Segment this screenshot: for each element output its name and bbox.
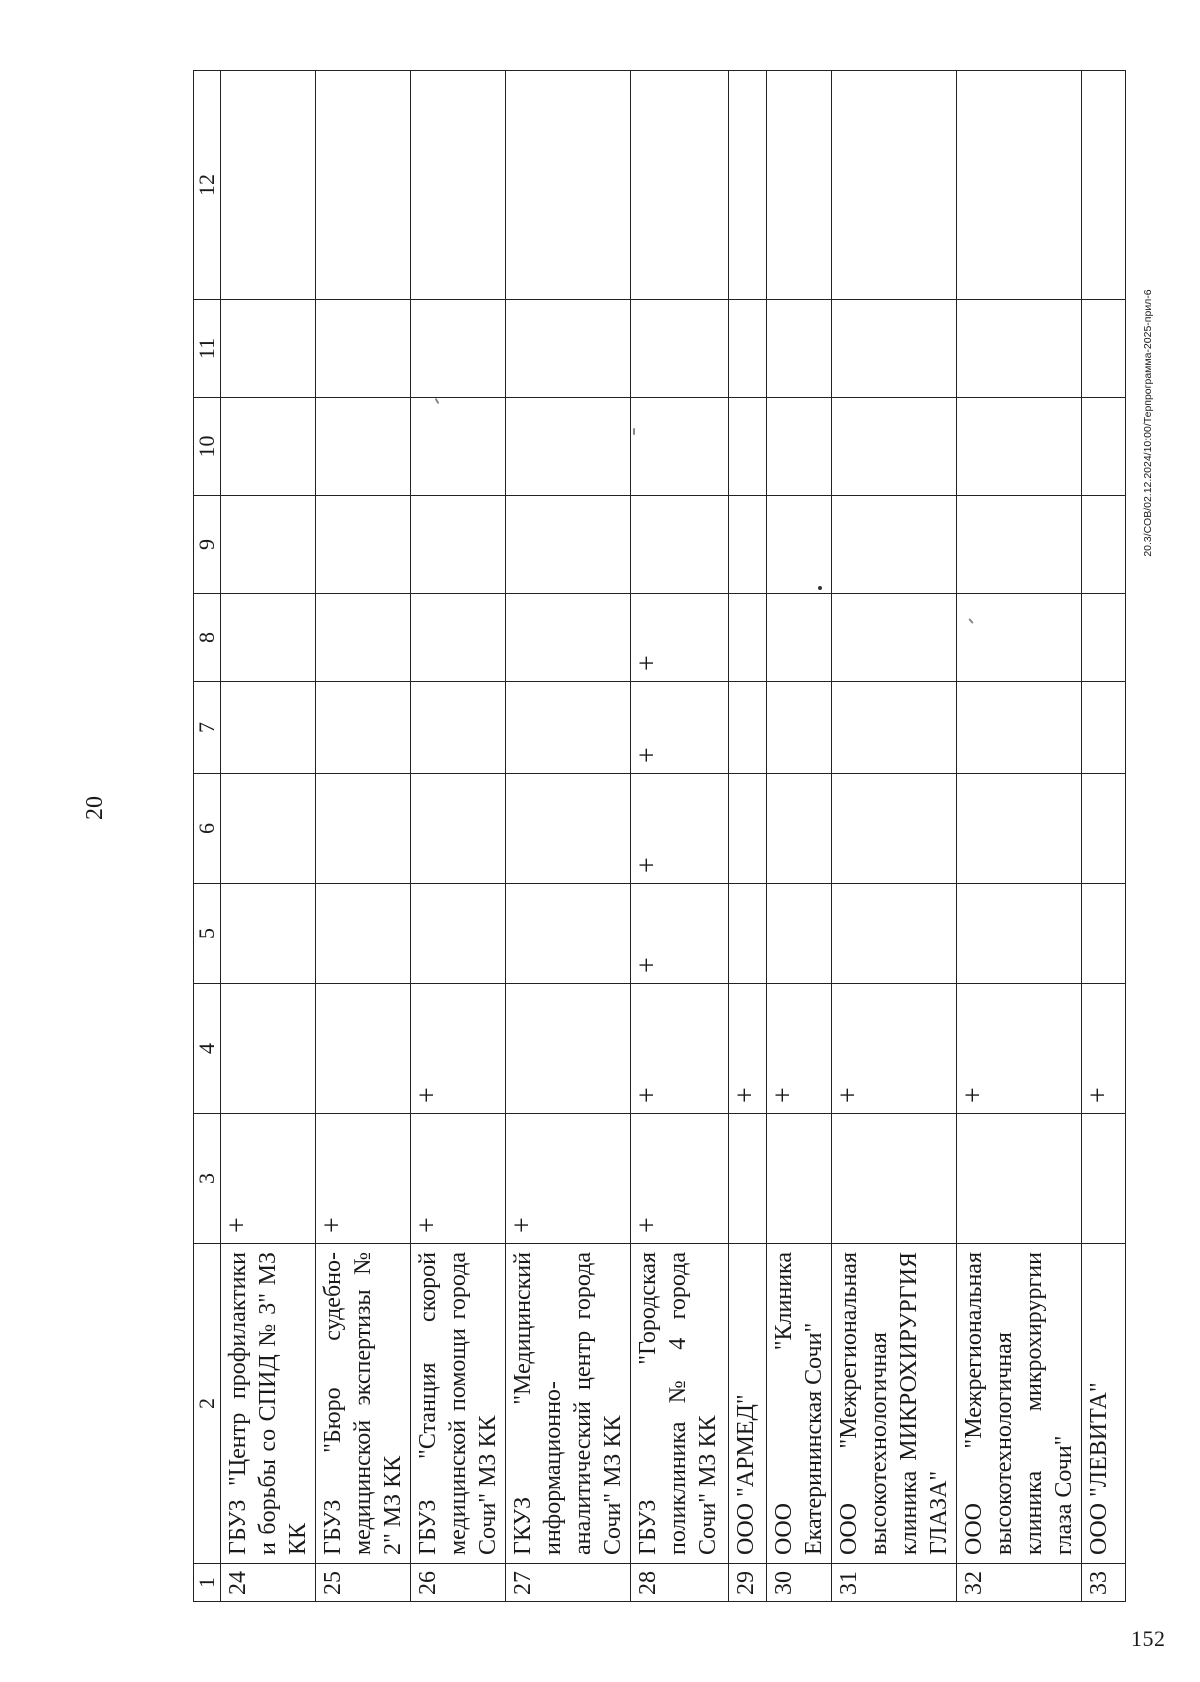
cell-col-12 [316, 71, 411, 300]
table-row [832, 71, 957, 1602]
cell-col-4 [221, 984, 316, 1114]
cell-col-8 [1082, 594, 1126, 682]
cell-col-12 [832, 71, 957, 300]
scan-mark [633, 428, 635, 435]
cell-col-3: + [411, 1114, 506, 1244]
cell-col-7 [957, 682, 1082, 774]
cell-col-3: + [316, 1114, 411, 1244]
cell-col-6 [832, 774, 957, 884]
cell-col-12 [767, 71, 832, 300]
cell-col-9 [506, 496, 631, 594]
cell-col-3 [729, 1114, 767, 1244]
column-header-12: 12 [194, 71, 221, 300]
cell-col-6 [767, 774, 832, 884]
cell-col-9 [221, 496, 316, 594]
cell-col-10 [767, 398, 832, 496]
cell-col-5 [506, 884, 631, 984]
table-row [1082, 71, 1126, 1602]
cell-col-9 [832, 496, 957, 594]
cell-col-4: + [767, 984, 832, 1114]
cell-col-9 [316, 496, 411, 594]
cell-col-7 [767, 682, 832, 774]
table-row [729, 71, 767, 1602]
cell-col-3 [832, 1114, 957, 1244]
cell-col-10 [506, 398, 631, 496]
row-number: 30 [767, 1564, 832, 1602]
cell-col-5 [767, 884, 832, 984]
cell-col-9 [411, 496, 506, 594]
row-number: 32 [957, 1564, 1082, 1602]
cell-col-11 [506, 300, 631, 398]
column-header-8: 8 [194, 594, 221, 682]
cell-col-4: + [1082, 984, 1126, 1114]
cell-col-7 [221, 682, 316, 774]
organization-name: ООО "ЛЕВИТА" [1082, 1244, 1126, 1564]
table-row [316, 71, 411, 1602]
cell-col-10 [411, 398, 506, 496]
table-rotation-wrapper [193, 71, 1114, 1602]
cell-col-6 [506, 774, 631, 884]
organization-name: ГБУЗ "Станция скорой медицинской помощи города Сочи" МЗ КК [411, 1244, 506, 1564]
organization-name: ГКУЗ "Медицинский информационно-аналитический центр города Сочи" МЗ КК [506, 1244, 631, 1564]
cell-col-7: + [631, 682, 729, 774]
cell-col-4: + [832, 984, 957, 1114]
organization-name: ООО "Межрегиональная высокотехнологичная клиника микрохирургии глаза Сочи" [957, 1244, 1082, 1564]
cell-col-5 [729, 884, 767, 984]
scan-mark [818, 586, 822, 590]
cell-col-4 [506, 984, 631, 1114]
cell-col-6 [411, 774, 506, 884]
column-header-11: 11 [194, 300, 221, 398]
cell-col-10 [1082, 398, 1126, 496]
cell-col-11 [832, 300, 957, 398]
cell-col-12 [506, 71, 631, 300]
column-header-6: 6 [194, 774, 221, 884]
cell-col-4: + [411, 984, 506, 1114]
cell-col-3 [957, 1114, 1082, 1244]
row-number: 25 [316, 1564, 411, 1602]
cell-col-8 [411, 594, 506, 682]
cell-col-7 [506, 682, 631, 774]
cell-col-5 [1082, 884, 1126, 984]
row-number: 29 [729, 1564, 767, 1602]
row-number: 24 [221, 1564, 316, 1602]
cell-col-8 [832, 594, 957, 682]
cell-col-7 [832, 682, 957, 774]
row-number: 31 [832, 1564, 957, 1602]
cell-col-8 [957, 594, 1082, 682]
cell-col-5 [832, 884, 957, 984]
cell-col-5 [316, 884, 411, 984]
organization-name: ГБУЗ "Бюро судебно-медицинской экспертизы № 2" МЗ КК [316, 1244, 411, 1564]
cell-col-12 [221, 71, 316, 300]
table-body [194, 71, 1126, 1602]
cell-col-6 [729, 774, 767, 884]
column-header-5: 5 [194, 884, 221, 984]
cell-col-11 [411, 300, 506, 398]
cell-col-4: + [957, 984, 1082, 1114]
cell-col-10 [832, 398, 957, 496]
table-row [506, 71, 631, 1602]
cell-col-11 [729, 300, 767, 398]
cell-col-3: + [221, 1114, 316, 1244]
cell-col-10 [316, 398, 411, 496]
cell-col-7 [1082, 682, 1126, 774]
cell-col-11 [221, 300, 316, 398]
organization-name: ООО "Клиника Екатерининская Сочи" [767, 1244, 832, 1564]
cell-col-5 [411, 884, 506, 984]
table-row [957, 71, 1082, 1602]
table-row [767, 71, 832, 1602]
table-row [411, 71, 506, 1602]
cell-col-9 [767, 496, 832, 594]
organizations-table [193, 70, 1126, 1602]
cell-col-4: + [729, 984, 767, 1114]
cell-col-8 [506, 594, 631, 682]
cell-col-5: + [631, 884, 729, 984]
table-header-row [194, 71, 221, 1602]
cell-col-5 [957, 884, 1082, 984]
cell-col-12 [631, 71, 729, 300]
cell-col-9 [631, 496, 729, 594]
organization-name: ГБУЗ "Центр профилактики и борьбы со СПИД № 3" МЗ КК [221, 1244, 316, 1564]
cell-col-4 [316, 984, 411, 1114]
column-header-4: 4 [194, 984, 221, 1114]
cell-col-3: + [506, 1114, 631, 1244]
table-row [221, 71, 316, 1602]
cell-col-3 [1082, 1114, 1126, 1244]
cell-col-12 [729, 71, 767, 300]
cell-col-12 [411, 71, 506, 300]
cell-col-9 [1082, 496, 1126, 594]
row-number: 27 [506, 1564, 631, 1602]
cell-col-8 [729, 594, 767, 682]
column-header-10: 10 [194, 398, 221, 496]
cell-col-9 [729, 496, 767, 594]
cell-col-6: + [631, 774, 729, 884]
cell-col-11 [767, 300, 832, 398]
row-number: 26 [411, 1564, 506, 1602]
cell-col-3 [767, 1114, 832, 1244]
cell-col-6 [957, 774, 1082, 884]
organization-name: ООО "Межрегиональная высокотехнологичная клиника МИКРОХИРУРГИЯ ГЛАЗА" [832, 1244, 957, 1564]
table-row [631, 71, 729, 1602]
cell-col-10 [957, 398, 1082, 496]
column-header-9: 9 [194, 496, 221, 594]
cell-col-10 [729, 398, 767, 496]
organization-name: ГБУЗ "Городская поликлиника № 4 города Сочи" МЗ КК [631, 1244, 729, 1564]
document-footer-code: 20.3/СОВ/02.12.2024/10:00/Терпрограмма-2025-прил-6 [1142, 289, 1154, 557]
column-header-2: 2 [194, 1244, 221, 1564]
column-header-3: 3 [194, 1114, 221, 1244]
cell-col-6 [1082, 774, 1126, 884]
column-header-1: 1 [194, 1564, 221, 1602]
cell-col-8 [221, 594, 316, 682]
cell-col-10 [631, 398, 729, 496]
row-number: 33 [1082, 1564, 1126, 1602]
cell-col-6 [316, 774, 411, 884]
cell-col-11 [316, 300, 411, 398]
cell-col-10 [221, 398, 316, 496]
cell-col-3: + [631, 1114, 729, 1244]
cell-col-12 [1082, 71, 1126, 300]
column-header-7: 7 [194, 682, 221, 774]
cell-col-12 [957, 71, 1082, 300]
cell-col-11 [1082, 300, 1126, 398]
organization-name: ООО "АРМЕД" [729, 1244, 767, 1564]
cell-col-5 [221, 884, 316, 984]
cell-col-8 [767, 594, 832, 682]
cell-col-9 [957, 496, 1082, 594]
cell-col-4: + [631, 984, 729, 1114]
cell-col-7 [411, 682, 506, 774]
row-number: 28 [631, 1564, 729, 1602]
page-number-bottom: 152 [1131, 1626, 1166, 1651]
cell-col-11 [631, 300, 729, 398]
cell-col-7 [316, 682, 411, 774]
cell-col-6 [221, 774, 316, 884]
page-number-top: 20 [82, 796, 108, 820]
cell-col-11 [957, 300, 1082, 398]
cell-col-8: + [631, 594, 729, 682]
cell-col-8 [316, 594, 411, 682]
cell-col-7 [729, 682, 767, 774]
